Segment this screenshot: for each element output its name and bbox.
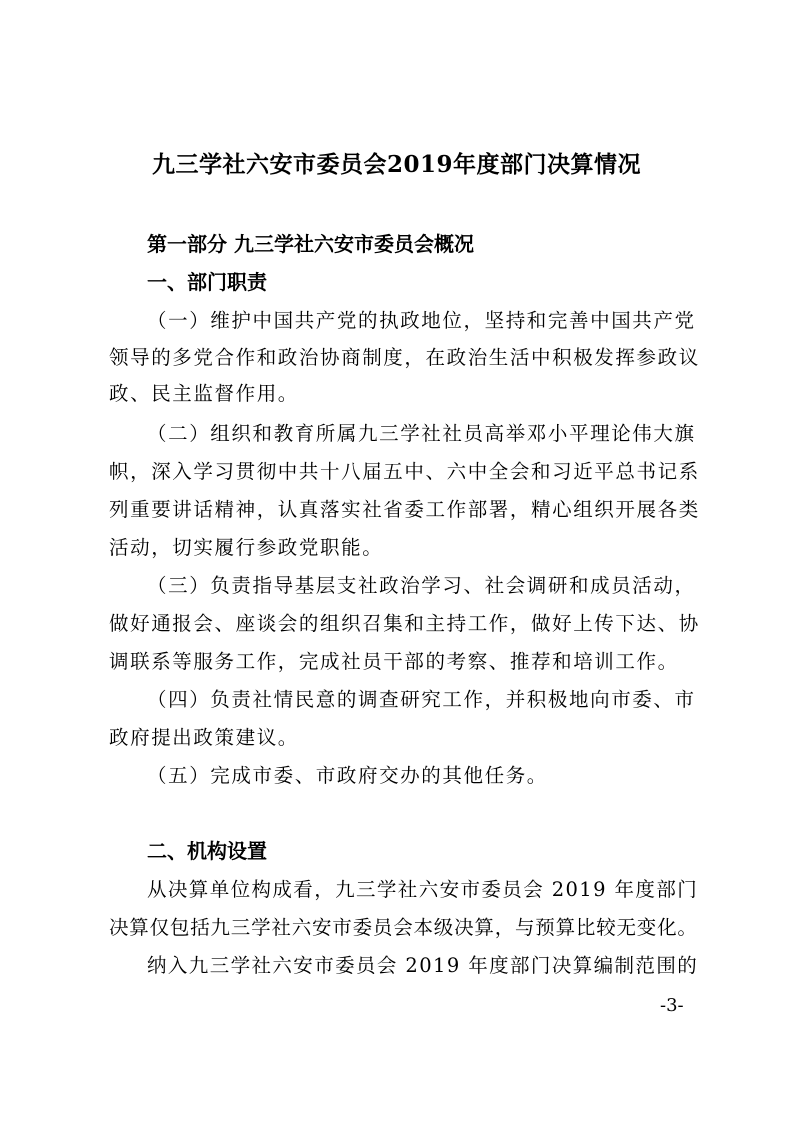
page-number: -3- <box>660 995 684 1016</box>
paragraph-line: 纳入九三学社六安市委员会 2019 年度部门决算编制范围的 <box>147 954 699 977</box>
paragraph-line: （二）组织和教育所属九三学社社员高举邓小平理论伟大旗 <box>147 422 696 445</box>
paragraph-line: （三）负责指导基层支社政治学习、社会调研和成员活动， <box>147 574 696 597</box>
section-heading-organization: 二、机构设置 <box>147 839 267 863</box>
paragraph-line: （四）负责社情民意的调查研究工作，并积极地向市委、市 <box>147 688 696 711</box>
paragraph-line: 帜，深入学习贯彻中共十八届五中、六中全会和习近平总书记系 <box>109 460 700 483</box>
paragraph-line: （一）维护中国共产党的执政地位，坚持和完善中国共产党 <box>147 309 696 332</box>
paragraph-line: 活动，切实履行参政党职能。 <box>109 536 384 559</box>
paragraph-line: （五）完成市委、市政府交办的其他任务。 <box>147 764 548 787</box>
paragraph-line: 列重要讲话精神，认真落实社省委工作部署，精心组织开展各类 <box>109 498 700 521</box>
paragraph-line: 决算仅包括九三学社六安市委员会本级决算，与预算比较无变化。 <box>109 916 698 939</box>
section-heading-duties: 一、部门职责 <box>147 270 267 294</box>
page-title: 九三学社六安市委员会2019年度部门决算情况 <box>151 151 641 178</box>
paragraph-line: 调联系等服务工作，完成社员干部的考察、推荐和培训工作。 <box>109 650 679 673</box>
part-heading: 第一部分 九三学社六安市委员会概况 <box>147 232 474 256</box>
paragraph-line: 从决算单位构成看，九三学社六安市委员会 2019 年度部门 <box>147 878 699 901</box>
paragraph-line: 领导的多党合作和政治协商制度，在政治生活中积极发挥参政议 <box>109 346 700 369</box>
paragraph-line: 做好通报会、座谈会的组织召集和主持工作，做好上传下达、协 <box>109 612 700 635</box>
paragraph-line: 政、民主监督作用。 <box>109 382 299 405</box>
paragraph-line: 政府提出政策建议。 <box>109 726 299 749</box>
